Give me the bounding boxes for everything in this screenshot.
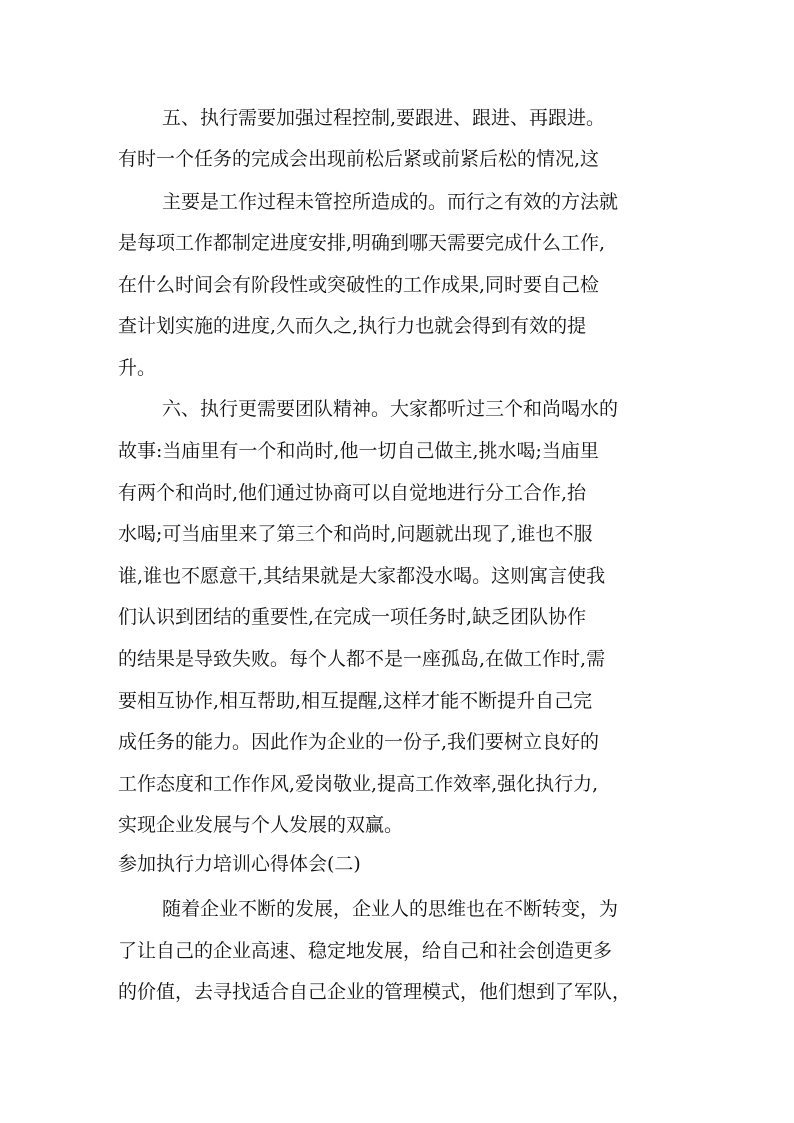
paragraph-five-line-1: 五、执行需要加强过程控制,要跟进、跟进、再跟进。 <box>162 107 606 129</box>
paragraph-seven-line-3: 的价值，去寻找适合自己企业的管理模式，他们想到了军队， <box>118 981 632 1003</box>
paragraph-six-line-10: 工作态度和工作作风,爱岗敬业,提高工作效率,强化执行力, <box>118 773 599 795</box>
paragraph-six-line-2: 故事:当庙里有一个和尚时,他一切自己做主,挑水喝;当庙里 <box>118 440 599 462</box>
paragraph-six-line-7: 的结果是导致失败。每个人都不是一座孤岛,在做工作时,需 <box>118 648 606 670</box>
paragraph-six-line-6: 们认识到团结的重要性,在完成一项任务时,缺乏团队协作 <box>118 606 587 628</box>
paragraph-six-line-8: 要相互协作,相互帮助,相互提醒,这样才能不断提升自己完 <box>118 690 593 712</box>
paragraph-five-line-3: 主要是工作过程未管控所造成的。而行之有效的方法就 <box>162 191 619 213</box>
paragraph-five-line-5: 在什么时间会有阶段性或突破性的工作成果,同时要自己检 <box>118 274 600 296</box>
paragraph-five-line-7: 升。 <box>118 357 157 379</box>
paragraph-six-line-3: 有两个和尚时,他们通过协商可以自觉地进行分工合作,抬 <box>118 482 587 504</box>
paragraph-seven-line-1: 随着企业不断的发展，企业人的思维也在不断转变，为 <box>162 898 619 920</box>
paragraph-five-line-4: 是每项工作都制定进度安排,明确到哪天需要完成什么工作, <box>118 232 606 254</box>
paragraph-six-line-9: 成任务的能力。因此作为企业的一份子,我们要树立良好的 <box>118 731 600 753</box>
paragraph-five-line-6: 查计划实施的进度,久而久之,执行力也就会得到有效的提 <box>118 315 587 337</box>
paragraph-six-line-1: 六、执行更需要团队精神。大家都听过三个和尚喝水的 <box>162 398 619 420</box>
paragraph-seven-line-2: 了让自己的企业高速、稳定地发展，给自己和社会创造更多 <box>118 940 613 962</box>
paragraph-six-line-5: 谁,谁也不愿意干,其结果就是大家都没水喝。这则寓言使我 <box>118 565 606 587</box>
paragraph-six-line-4: 水喝;可当庙里来了第三个和尚时,问题就出现了,谁也不服 <box>118 523 593 545</box>
section-heading: 参加执行力培训心得体会(二) <box>118 853 361 875</box>
paragraph-six-line-11: 实现企业发展与个人发展的双赢。 <box>118 814 404 836</box>
paragraph-five-line-2: 有时一个任务的完成会出现前松后紧或前紧后松的情况,这 <box>118 148 600 170</box>
